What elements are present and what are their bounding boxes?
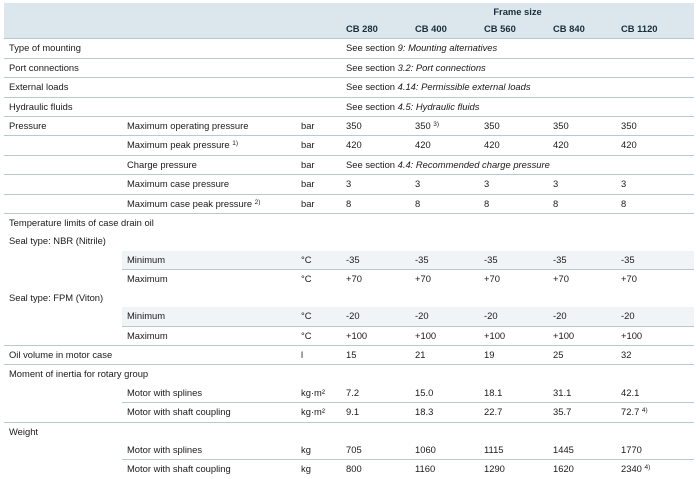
table-row [4, 232, 694, 250]
table-cell: 420 [616, 136, 694, 155]
table-cell: 32 [616, 345, 694, 364]
table-cell: See section 4.5: Hydraulic fluids [341, 97, 694, 116]
table-cell: 22.7 [479, 403, 548, 422]
table-cell: bar [296, 175, 341, 194]
table-cell: Moment of inertia for rotary group [4, 365, 694, 384]
table-row [4, 214, 694, 233]
table-cell: Maximum case peak pressure $^{2)}$ [122, 194, 296, 213]
table-cell: Oil volume in motor case [4, 345, 296, 364]
table-cell: -35 [410, 251, 479, 270]
frame-size-header-row [4, 3, 694, 20]
table-row [4, 307, 694, 326]
table-cell: 72.7 $^{4)}$ [616, 403, 694, 422]
table-cell: Weight [4, 422, 694, 441]
table-row [4, 97, 694, 116]
table-cell: +100 [410, 326, 479, 345]
table-cell [4, 136, 122, 155]
table-cell: Port connections [4, 58, 341, 77]
table-cell: 705 [346, 443, 362, 455]
table-cell: Motor with splines [127, 386, 203, 398]
table-cell: 1290 [479, 460, 548, 479]
table-row [4, 289, 694, 307]
size-cb560: CB 560 [479, 20, 548, 39]
table-cell: -20 [548, 307, 616, 326]
table-cell: +70 [548, 270, 616, 289]
table-cell: 15.0 [415, 386, 434, 398]
table-row [4, 403, 694, 422]
table-cell: Pressure [4, 117, 122, 136]
table-cell: 420 [479, 136, 548, 155]
table-cell: Charge pressure [122, 155, 296, 174]
table-cell: 7.2 [346, 386, 360, 398]
table-cell: +70 [410, 270, 479, 289]
table-cell: Maximum [122, 326, 296, 345]
table-cell: °C [296, 326, 341, 345]
table-cell: +100 [548, 326, 616, 345]
table-row [4, 441, 694, 460]
table-cell [4, 3, 341, 20]
table-cell: kg [296, 460, 341, 479]
table-cell: See section 9: Mounting alternatives [341, 39, 694, 58]
table-row [4, 155, 694, 174]
table-cell: 1115 [484, 443, 504, 455]
table-row [4, 117, 694, 136]
table-cell [4, 194, 122, 213]
table-cell: 3 [548, 175, 616, 194]
table-cell: 3 [616, 175, 694, 194]
table-cell: +70 [479, 270, 548, 289]
table-cell: 31.1 [553, 386, 572, 398]
table-row [4, 384, 694, 403]
table-cell: 3 [410, 175, 479, 194]
table-cell: Motor with shaft coupling [122, 403, 296, 422]
table-cell: 15 [341, 345, 410, 364]
table-row [4, 422, 694, 441]
table-cell [4, 175, 122, 194]
table-cell: 18.3 [410, 403, 479, 422]
table-cell: 350 [341, 117, 410, 136]
table-cell [4, 251, 122, 270]
table-cell: 8 [341, 194, 410, 213]
table-cell: Hydraulic fluids [4, 97, 341, 116]
table-cell: 350 $^{3)}$ [410, 117, 479, 136]
table-cell: 3 [341, 175, 410, 194]
table-cell: -20 [341, 307, 410, 326]
table-cell: Motor with shaft coupling [122, 460, 296, 479]
table-cell: +100 [479, 326, 548, 345]
table-cell: Seal type: FPM (Viton) [9, 291, 104, 303]
table-cell: 3 [479, 175, 548, 194]
table-cell: Temperature limits of case drain oil [4, 214, 694, 233]
size-cb400: CB 400 [410, 20, 479, 39]
table-cell: 8 [616, 194, 694, 213]
table-row [4, 78, 694, 97]
table-cell: l [296, 345, 341, 364]
table-cell: 1160 [410, 460, 479, 479]
table-cell: Maximum [122, 270, 296, 289]
table-cell: kg·m² [301, 386, 325, 398]
table-cell: 21 [410, 345, 479, 364]
table-cell [4, 270, 122, 289]
table-cell: -35 [548, 251, 616, 270]
table-cell: 19 [479, 345, 548, 364]
table-cell: 350 [616, 117, 694, 136]
table-cell: -20 [616, 307, 694, 326]
table-cell: 8 [548, 194, 616, 213]
table-row [4, 270, 694, 289]
table-cell: °C [296, 251, 341, 270]
table-cell [4, 20, 341, 39]
table-cell: 1445 [553, 443, 574, 455]
table-cell: -35 [479, 251, 548, 270]
table-cell [4, 326, 122, 345]
table-cell: 35.7 [548, 403, 616, 422]
table-cell: bar [296, 155, 341, 174]
table-cell: Maximum case pressure [122, 175, 296, 194]
table-cell: See section 3.2: Port connections [341, 58, 694, 77]
table-cell: 18.1 [484, 386, 503, 398]
table-cell: 420 [341, 136, 410, 155]
table-row [4, 39, 694, 58]
table-cell: +100 [616, 326, 694, 345]
table-cell: Maximum peak pressure $^{1)}$ [122, 136, 296, 155]
table-cell: kg·m² [296, 403, 341, 422]
table-row [4, 460, 694, 479]
table-cell: Minimum [122, 307, 296, 326]
table-row [4, 365, 694, 384]
table-cell: External loads [4, 78, 341, 97]
table-row [4, 345, 694, 364]
table-cell: 25 [548, 345, 616, 364]
table-cell: +70 [616, 270, 694, 289]
table-cell: +70 [341, 270, 410, 289]
table-cell: bar [296, 136, 341, 155]
size-header-row [4, 20, 694, 39]
table-cell: kg [301, 443, 311, 455]
table-row [4, 251, 694, 270]
table-cell: Type of mounting [4, 39, 341, 58]
table-cell: See section 4.4: Recommended charge pressure [341, 155, 694, 174]
table-cell: -35 [616, 251, 694, 270]
table-cell: 1060 [415, 443, 436, 455]
technical-data-table [4, 3, 694, 479]
table-cell: 1620 [548, 460, 616, 479]
table-cell: -20 [479, 307, 548, 326]
size-cb840: CB 840 [548, 20, 616, 39]
table-cell: Motor with splines [127, 443, 203, 455]
table-cell: 1770 [621, 443, 642, 455]
table-cell: °C [296, 307, 341, 326]
table-cell: bar [296, 194, 341, 213]
table-cell [4, 155, 122, 174]
table-cell: +100 [341, 326, 410, 345]
table-cell: Maximum operating pressure [122, 117, 296, 136]
table-cell: 8 [410, 194, 479, 213]
table-row [4, 175, 694, 194]
table-cell: 420 [548, 136, 616, 155]
table-cell [4, 403, 122, 422]
table-row [4, 326, 694, 345]
table-cell: °C [296, 270, 341, 289]
table-cell: 8 [479, 194, 548, 213]
table-cell: 350 [548, 117, 616, 136]
frame-size-label: Frame size [341, 3, 694, 20]
table-cell: 350 [479, 117, 548, 136]
table-cell: bar [296, 117, 341, 136]
table-row [4, 136, 694, 155]
size-cb1120: CB 1120 [616, 20, 694, 39]
table-row [4, 58, 694, 77]
table-cell [4, 460, 122, 479]
table-cell: Seal type: NBR (Nitrile) [9, 235, 106, 247]
table-cell [4, 307, 122, 326]
table-cell: 2340 $^{4)}$ [616, 460, 694, 479]
table-cell [4, 441, 122, 460]
table-cell [4, 384, 122, 403]
table-row [4, 194, 694, 213]
table-cell: 800 [341, 460, 410, 479]
size-cb280: CB 280 [341, 20, 410, 39]
table-cell: See section 4.14: Permissible external loads [341, 78, 694, 97]
table-cell: 9.1 [341, 403, 410, 422]
table-cell: 42.1 [621, 386, 640, 398]
table-cell: -35 [341, 251, 410, 270]
table-cell: 420 [410, 136, 479, 155]
table-cell: -20 [410, 307, 479, 326]
table-cell: Minimum [122, 251, 296, 270]
